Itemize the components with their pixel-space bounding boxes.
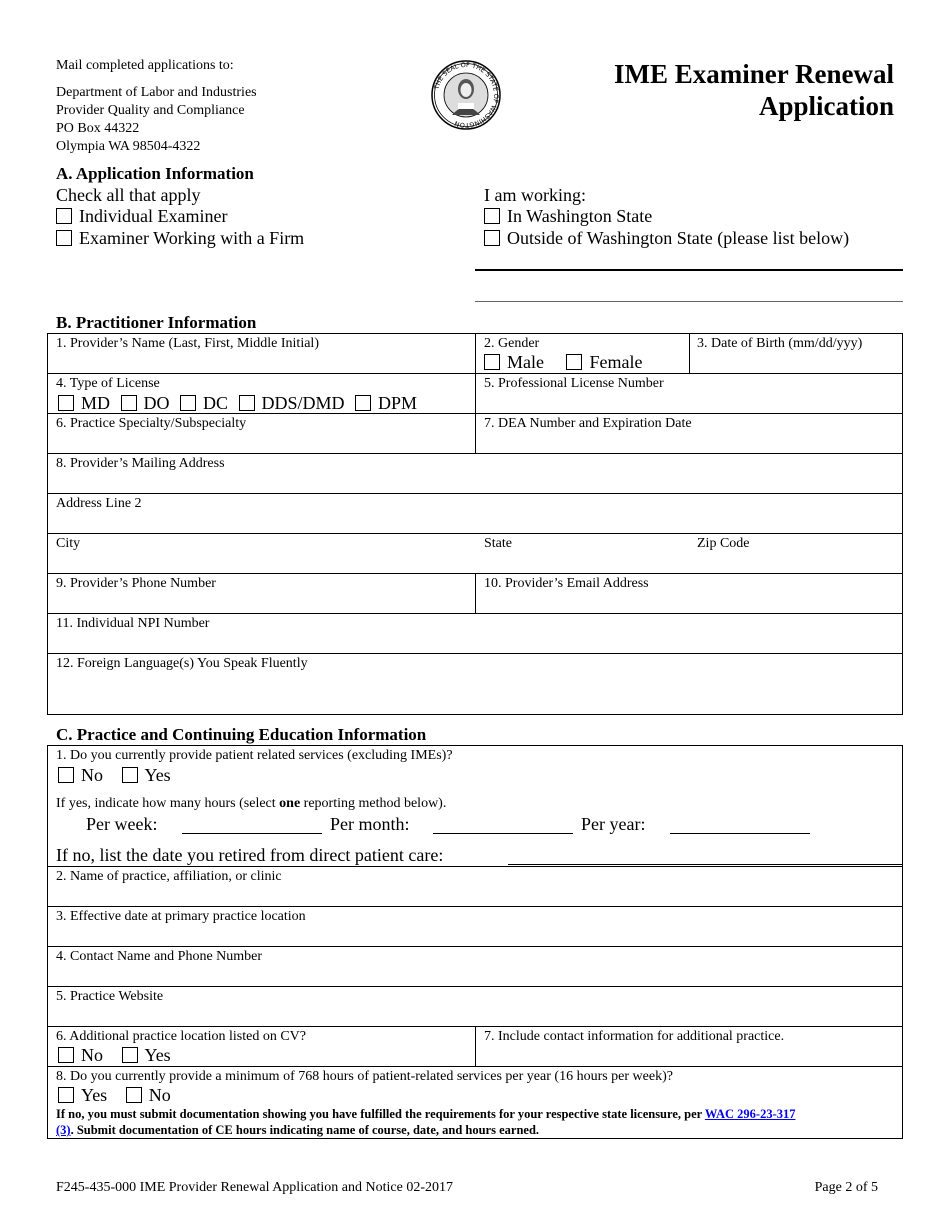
license-options — [58, 393, 423, 414]
address-line: PO Box 44322 — [56, 121, 140, 136]
page-number: Page 2 of 5 — [814, 1180, 878, 1195]
title-line: Application — [758, 91, 894, 121]
q6-options — [58, 1045, 177, 1066]
outside-state-line-2[interactable] — [475, 301, 903, 302]
title-line: IME Examiner Renewal — [614, 59, 894, 89]
option-label: DO — [143, 393, 170, 413]
checkbox[interactable] — [58, 395, 74, 411]
q1-options — [58, 765, 177, 786]
state-field[interactable]: State — [484, 536, 512, 551]
address-line: Provider Quality and Compliance — [56, 103, 245, 118]
checkbox[interactable] — [122, 1047, 138, 1063]
option-label: No — [81, 765, 103, 785]
q8-no-option[interactable] — [126, 1085, 171, 1106]
male-option[interactable] — [484, 352, 544, 373]
checkbox[interactable] — [121, 395, 137, 411]
option-label: Examiner Working with a Firm — [79, 228, 305, 248]
checkbox[interactable] — [126, 1087, 142, 1103]
per-month-label: Per month: — [330, 814, 410, 834]
city-field[interactable]: City — [56, 536, 81, 551]
option-label: MD — [81, 393, 111, 413]
checkbox[interactable] — [122, 767, 138, 783]
section-a-title: A. Application Information — [56, 164, 254, 183]
working-label: I am working: — [484, 185, 586, 205]
checkbox[interactable] — [58, 767, 74, 783]
website-field[interactable]: 5. Practice Website — [56, 989, 164, 1004]
individual-examiner-option[interactable] — [56, 206, 227, 227]
option-label: DC — [203, 393, 229, 413]
languages-field[interactable]: 12. Foreign Language(s) You Speak Fluently — [56, 656, 308, 671]
checkbox[interactable] — [239, 395, 255, 411]
phone-field[interactable]: 9. Provider’s Phone Number — [56, 576, 216, 591]
contact-field[interactable]: 4. Contact Name and Phone Number — [56, 949, 263, 964]
option-label: DPM — [378, 393, 418, 413]
checkbox[interactable] — [484, 230, 500, 246]
provider-name-field[interactable]: 1. Provider’s Name (Last, First, Middle Initial) — [56, 336, 319, 351]
wac-link[interactable]: WAC 296-23-317 — [704, 1107, 796, 1121]
checkbox[interactable] — [484, 354, 500, 370]
dea-field[interactable]: 7. DEA Number and Expiration Date — [484, 416, 692, 431]
additional-practice-field[interactable]: 7. Include contact information for additional practice. — [484, 1029, 785, 1044]
seal-text: THE SEAL OF THE STATE OF WASHINGTON — [432, 60, 501, 130]
license-md-option[interactable] — [58, 393, 110, 414]
practice-name-field[interactable]: 2. Name of practice, affiliation, or clinic — [56, 869, 282, 884]
text-bold: one — [279, 796, 301, 811]
address-line: Olympia WA 98504-4322 — [56, 139, 201, 154]
option-label: Yes — [144, 1045, 171, 1065]
text: If no, you must submit documentation showing you have fulfilled the requirements for your respective state licensure, per — [56, 1107, 705, 1121]
female-option[interactable] — [566, 352, 642, 373]
text: reporting method below). — [300, 796, 447, 811]
address-line2-field[interactable]: Address Line 2 — [56, 496, 142, 511]
per-month-input[interactable] — [433, 833, 573, 834]
firm-examiner-option[interactable] — [56, 228, 304, 249]
q8-yes-option[interactable] — [58, 1085, 107, 1106]
option-label: DDS/DMD — [261, 393, 345, 413]
retired-date-label: If no, list the date you retired from direct patient care: — [56, 845, 444, 865]
form-id: F245-435-000 IME Provider Renewal Application and Notice 02-2017 — [56, 1180, 453, 1195]
section-c-title: C. Practice and Continuing Education Information — [56, 725, 427, 744]
mailing-address — [56, 84, 257, 156]
license-type-label: 4. Type of License — [56, 376, 160, 391]
option-label: In Washington State — [507, 206, 653, 226]
section-b-title: B. Practitioner Information — [56, 313, 257, 332]
checkbox[interactable] — [58, 1047, 74, 1063]
check-all-text: Check all that apply — [56, 185, 201, 205]
option-label: Yes — [81, 1085, 108, 1105]
email-field[interactable]: 10. Provider’s Email Address — [484, 576, 649, 591]
mail-to-text: Mail completed applications to: — [56, 58, 234, 73]
q1-yes-option[interactable] — [122, 765, 171, 786]
license-dpm-option[interactable] — [355, 393, 417, 414]
wac-link-section[interactable]: (3) — [56, 1123, 71, 1137]
outside-washington-option[interactable] — [484, 228, 849, 249]
hours-instructions — [56, 796, 446, 812]
outside-state-line-1[interactable] — [475, 269, 903, 271]
option-label: Individual Examiner — [79, 206, 228, 226]
option-label: Outside of Washington State (please list below) — [507, 228, 850, 248]
option-label: No — [148, 1085, 171, 1105]
per-year-input[interactable] — [670, 833, 810, 834]
address-line: Department of Labor and Industries — [56, 85, 257, 100]
q6-label: 6. Additional practice location listed on CV? — [56, 1029, 306, 1044]
zip-field[interactable]: Zip Code — [697, 536, 750, 551]
specialty-field[interactable]: 6. Practice Specialty/Subspecialty — [56, 416, 247, 431]
per-week-input[interactable] — [182, 833, 322, 834]
q6-yes-option[interactable] — [122, 1045, 171, 1066]
per-week-label: Per week: — [86, 814, 158, 834]
checkbox[interactable] — [180, 395, 196, 411]
checkbox[interactable] — [56, 208, 72, 224]
text: . Submit documentation of CE hours indicating name of course, date, and hours earned. — [70, 1123, 540, 1137]
option-label: Male — [507, 352, 544, 372]
checkbox[interactable] — [56, 230, 72, 246]
q1-no-option[interactable] — [58, 765, 103, 786]
mailing-address-field[interactable]: 8. Provider’s Mailing Address — [56, 456, 225, 471]
text: If yes, indicate how many hours (select — [56, 796, 280, 811]
q6-no-option[interactable] — [58, 1045, 103, 1066]
q8-note — [56, 1106, 896, 1138]
license-do-option[interactable] — [121, 393, 170, 414]
q1-label: 1. Do you currently provide patient related services (excluding IMEs)? — [56, 748, 453, 763]
checkbox[interactable] — [355, 395, 371, 411]
npi-field[interactable]: 11. Individual NPI Number — [56, 616, 210, 631]
gender-label: 2. Gender — [484, 336, 540, 351]
license-number-field[interactable]: 5. Professional License Number — [484, 376, 664, 391]
effective-date-field[interactable]: 3. Effective date at primary practice location — [56, 909, 306, 924]
q8-label: 8. Do you currently provide a minimum of 768 hours of patient-related services per year (16 hours per week)? — [56, 1069, 673, 1084]
option-label: No — [81, 1045, 103, 1065]
state-seal-icon — [430, 59, 502, 131]
option-label: Yes — [144, 765, 171, 785]
license-dc-option[interactable] — [180, 393, 228, 414]
page-title — [614, 58, 894, 122]
gender-options — [484, 352, 648, 373]
q8-options — [58, 1085, 177, 1106]
in-washington-option[interactable] — [484, 206, 652, 227]
per-year-label: Per year: — [581, 814, 646, 834]
checkbox[interactable] — [484, 208, 500, 224]
retired-date-input[interactable] — [508, 864, 903, 865]
checkbox[interactable] — [566, 354, 582, 370]
checkbox[interactable] — [58, 1087, 74, 1103]
dob-field[interactable]: 3. Date of Birth (mm/dd/yyy) — [697, 336, 863, 351]
license-dds-option[interactable] — [239, 393, 345, 414]
option-label: Female — [589, 352, 643, 372]
